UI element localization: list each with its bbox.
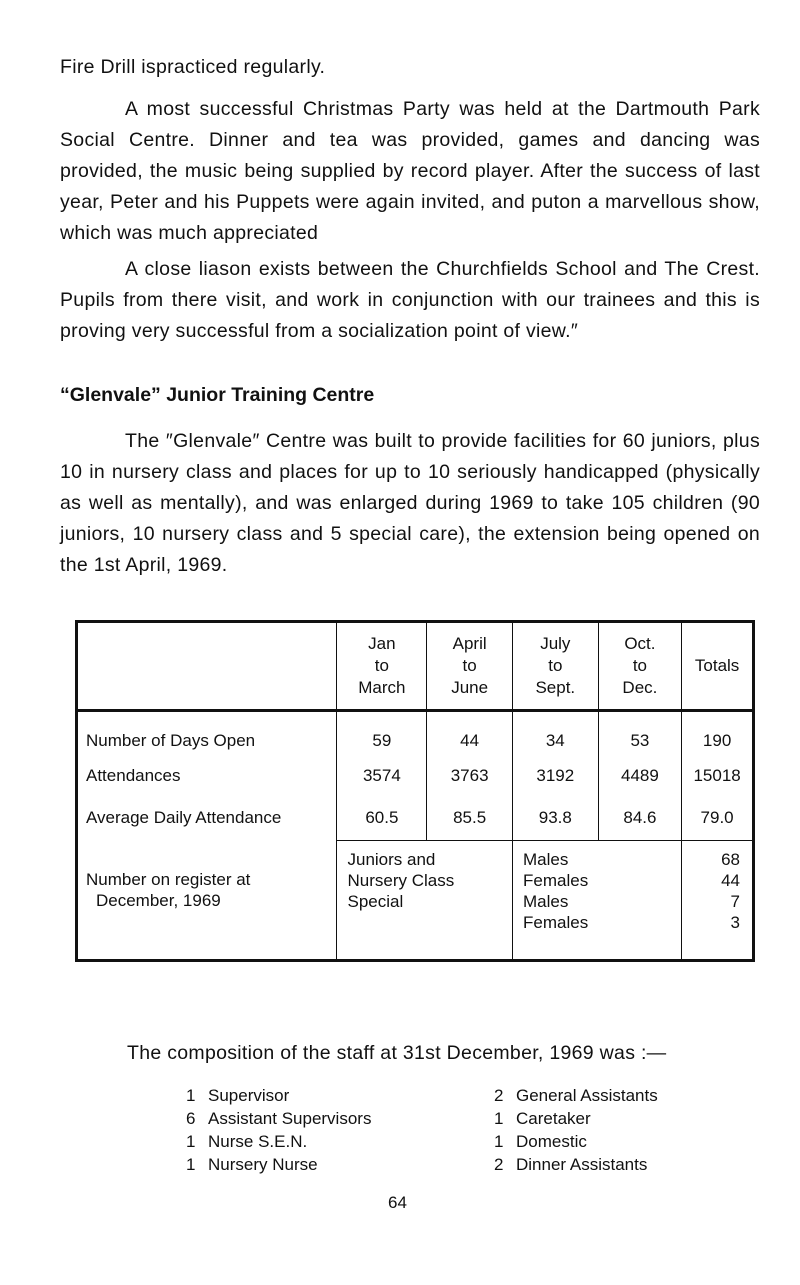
- table-cell: 85.5: [427, 796, 513, 841]
- staff-count: 2: [494, 1086, 504, 1105]
- table-cell: 3574: [337, 756, 427, 796]
- christmas-party-paragraph: A most successful Christmas Party was held at the Dartmouth Park Social Centre. Dinner and tea was provided, games and dancing was provided, the music being supplied by record player. After the success of last year, Peter and his Puppets were again invited, and puton a marvellous show, which was much appreciated: [60, 98, 760, 244]
- register-count: 44: [721, 871, 740, 890]
- list-item: [186, 1084, 371, 1107]
- row-label: Average Daily Attendance: [77, 796, 337, 841]
- register-counts-cell: [682, 841, 754, 961]
- fire-drill-paragraph: Fire Drill ispracticed regularly.: [60, 56, 326, 78]
- staff-count: 2: [494, 1155, 504, 1174]
- table-header-row: [77, 622, 754, 711]
- glenvale-description-paragraph: The ″Glenvale″ Centre was built to provide facilities for 60 juniors, plus 10 in nursery class and places for up to 10 seriously handicapped (physically as well as mentally), and was enlarged during 1969 to take 105 children (90 juniors, 10 nursery class and 5 special care), the extension being opened on the 1st April, 1969.: [60, 430, 760, 576]
- register-sex: Females: [523, 913, 589, 932]
- table-cell: 4489: [598, 756, 682, 796]
- school-liaison-paragraph: A close liason exists between the Churchfields School and The Crest. Pupils from there visit, and work in conjunction with our trainees and this is proving very successful from a socialization point of view.″: [60, 258, 760, 342]
- staff-role: Nursery Nurse: [208, 1155, 318, 1174]
- table-row: [77, 796, 754, 841]
- header-april-june: [427, 622, 513, 711]
- staff-role: Dinner Assistants: [516, 1155, 648, 1174]
- register-groups-cell: [337, 841, 513, 961]
- header-text: Jan: [368, 634, 396, 653]
- table-cell: 3192: [513, 756, 599, 796]
- register-label-cell: [77, 841, 337, 961]
- staff-count: 1: [186, 1086, 196, 1105]
- table-cell: 84.6: [598, 796, 682, 841]
- register-sex: Males: [523, 850, 569, 869]
- header-oct-dec: [598, 622, 682, 711]
- table-cell: 53: [598, 711, 682, 757]
- header-text: to: [632, 656, 647, 675]
- register-sex: Females: [523, 871, 589, 890]
- staff-count: 1: [186, 1155, 196, 1174]
- list-item: [186, 1107, 371, 1130]
- table-cell: 79.0: [682, 796, 754, 841]
- staff-role: General Assistants: [516, 1086, 658, 1105]
- staff-list-left: [186, 1084, 371, 1176]
- header-july-sept: [513, 622, 599, 711]
- table-row: [77, 711, 754, 757]
- header-text: June: [451, 678, 489, 697]
- header-text: Dec.: [622, 678, 658, 697]
- header-text: Totals: [694, 656, 740, 675]
- staff-role: Assistant Supervisors: [208, 1109, 372, 1128]
- register-group: Special: [347, 892, 404, 911]
- header-text: April: [452, 634, 487, 653]
- header-text: Oct.: [624, 634, 656, 653]
- staff-role: Caretaker: [516, 1109, 591, 1128]
- register-group: Nursery Class: [347, 871, 455, 890]
- table-cell: 15018: [693, 766, 741, 785]
- attendance-table: [75, 620, 755, 962]
- table-cell: 59: [337, 711, 427, 757]
- register-sexes-cell: [513, 841, 682, 961]
- staff-count: 1: [494, 1132, 504, 1151]
- header-totals: [682, 622, 754, 711]
- header-text: to: [548, 656, 563, 675]
- register-group: Juniors and: [347, 850, 436, 869]
- staff-count: 1: [186, 1132, 196, 1151]
- table-row: [77, 756, 754, 796]
- table-cell: 34: [513, 711, 599, 757]
- table-cell: 44: [427, 711, 513, 757]
- staff-intro: The composition of the staff at 31st December, 1969 was :—: [127, 1042, 667, 1064]
- section-heading: “Glenvale” Junior Training Centre: [60, 384, 375, 406]
- header-text: March: [358, 678, 406, 697]
- list-item: [494, 1107, 658, 1130]
- staff-count: 6: [186, 1109, 196, 1128]
- header-text: July: [540, 634, 571, 653]
- page-number: 64: [388, 1193, 407, 1212]
- register-count: 3: [730, 913, 740, 932]
- header-text: to: [374, 656, 389, 675]
- table-cell: 93.8: [513, 796, 599, 841]
- register-row: [77, 841, 754, 961]
- register-count: 68: [721, 850, 740, 869]
- table-cell: 3763: [427, 756, 513, 796]
- header-jan-march: [337, 622, 427, 711]
- list-item: [494, 1084, 658, 1107]
- staff-count: 1: [494, 1109, 504, 1128]
- staff-role: Nurse S.E.N.: [208, 1132, 308, 1151]
- register-label: Number on register at: [86, 869, 251, 889]
- register-count: 7: [730, 892, 740, 911]
- register-label: December, 1969: [96, 890, 221, 910]
- list-item: [186, 1153, 371, 1176]
- table-cell: 60.5: [337, 796, 427, 841]
- header-blank-cell: [77, 622, 337, 711]
- list-item: [494, 1153, 658, 1176]
- list-item: [494, 1130, 658, 1153]
- list-item: [186, 1130, 371, 1153]
- header-text: to: [462, 656, 477, 675]
- staff-role: Domestic: [516, 1132, 587, 1151]
- staff-list-right: [494, 1084, 658, 1176]
- staff-role: Supervisor: [208, 1086, 290, 1105]
- row-label: Attendances: [77, 756, 337, 796]
- header-text: Sept.: [535, 678, 576, 697]
- table-cell: 190: [702, 731, 732, 750]
- register-sex: Males: [523, 892, 569, 911]
- row-label: Number of Days Open: [77, 711, 337, 757]
